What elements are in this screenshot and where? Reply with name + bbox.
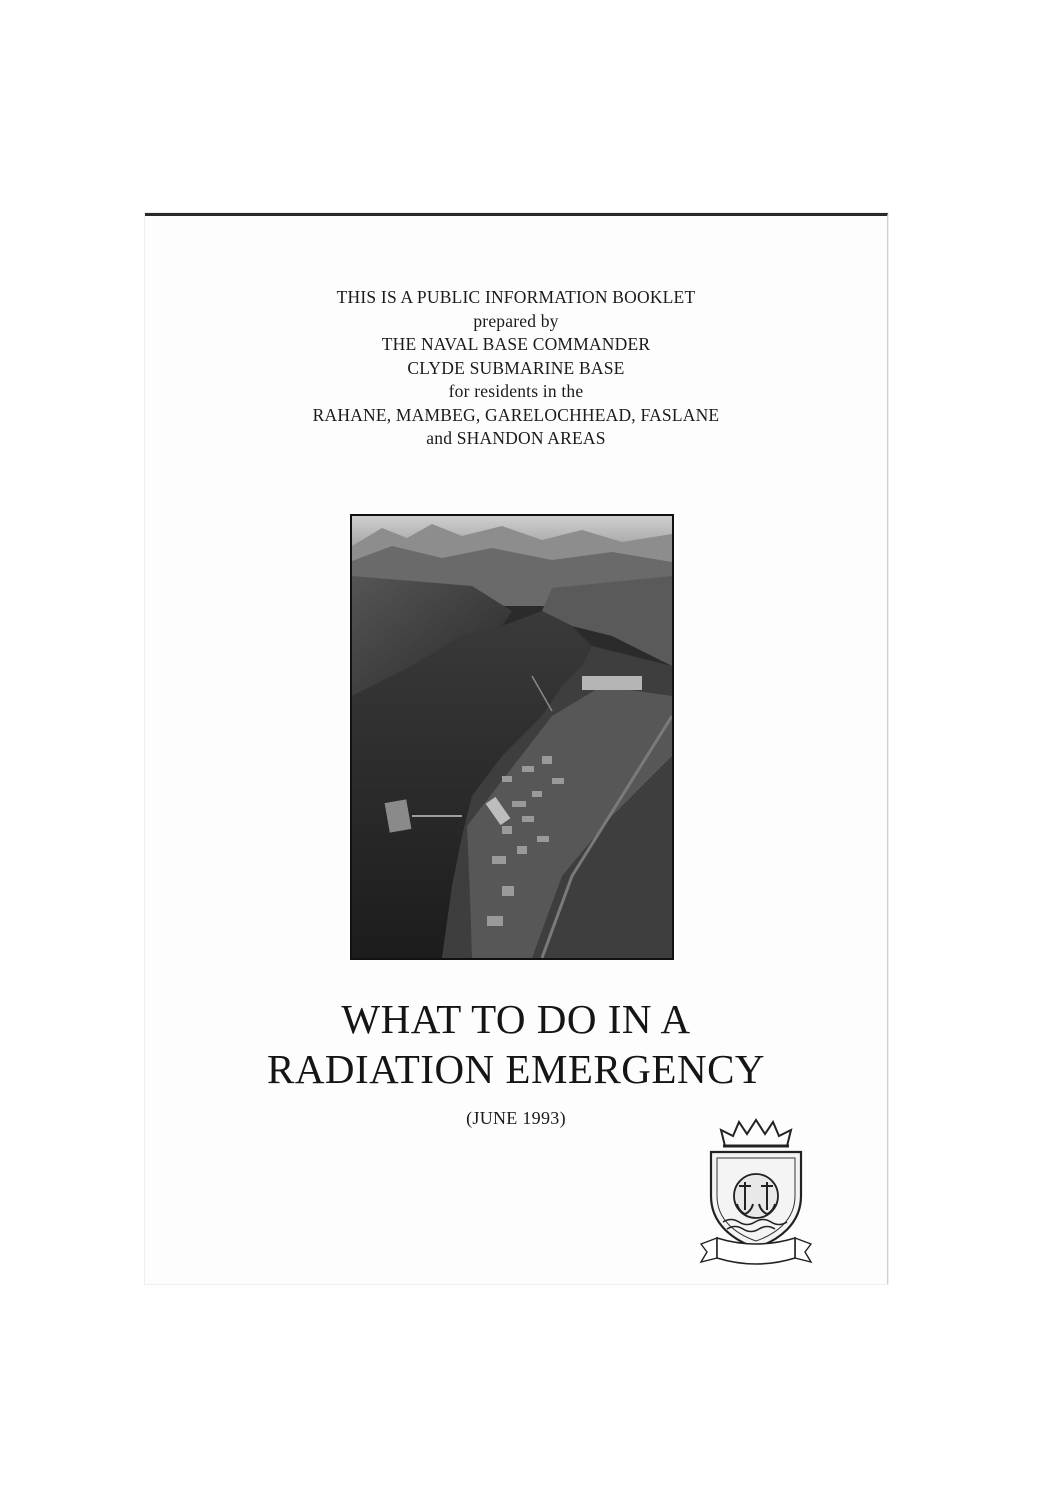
intro-line-1: THIS IS A PUBLIC INFORMATION BOOKLET bbox=[336, 287, 696, 307]
booklet-cover bbox=[145, 213, 888, 1284]
intro-line-4: CLYDE SUBMARINE BASE bbox=[407, 357, 625, 378]
intro-line-5: for residents in the bbox=[448, 381, 584, 401]
publication-date: (JUNE 1993) bbox=[466, 1108, 566, 1128]
intro-text-block bbox=[145, 286, 887, 451]
intro-line-7: and SHANDON AREAS bbox=[426, 428, 606, 448]
title-line-2: RADIATION EMERGENCY bbox=[266, 1046, 766, 1092]
intro-line-2: prepared by bbox=[473, 310, 559, 331]
title-line-1: WHAT TO DO IN A bbox=[341, 996, 691, 1042]
aerial-photo-image bbox=[352, 516, 672, 958]
aerial-photo bbox=[350, 514, 674, 960]
intro-line-6: RAHANE, MAMBEG, GARELOCHHEAD, FASLANE bbox=[312, 404, 720, 425]
crest-icon bbox=[693, 1116, 819, 1266]
booklet-title bbox=[145, 994, 887, 1094]
intro-line-3: THE NAVAL BASE COMMANDER bbox=[381, 334, 651, 354]
clyde-submarine-base-crest bbox=[693, 1116, 819, 1266]
